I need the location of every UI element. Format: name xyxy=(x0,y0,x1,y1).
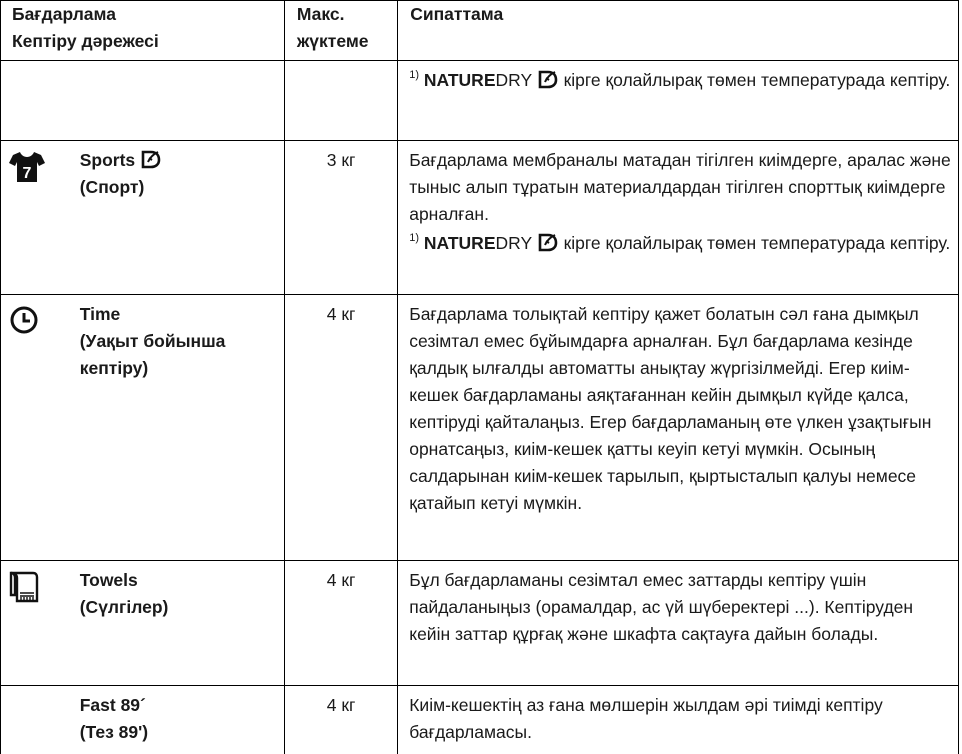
towel-icon xyxy=(9,571,39,603)
icon-cell xyxy=(1,295,76,561)
program-subname: (Сүлгілер) xyxy=(80,594,284,621)
table-row xyxy=(1,561,959,686)
name-cell xyxy=(76,141,285,295)
naturedry-icon xyxy=(537,232,559,252)
naturedry-brand-bold: NATURE xyxy=(424,233,496,253)
header-program-line2: Кептіру дәрежесі xyxy=(12,28,284,55)
description-cell xyxy=(398,686,959,754)
naturedry-brand-regular: DRY xyxy=(496,70,532,90)
header-load-line2: жүктеме xyxy=(297,28,397,55)
svg-text:7: 7 xyxy=(23,165,32,182)
naturedry-brand-regular: DRY xyxy=(496,233,532,253)
clock-icon xyxy=(9,305,39,335)
naturedry-icon xyxy=(140,149,162,169)
load-cell: 4 кг xyxy=(284,686,397,754)
icon-cell xyxy=(1,141,76,295)
load-cell: 3 кг xyxy=(284,141,397,295)
program-description: Бағдарлама мембраналы матадан тігілген киімдерге, аралас және тыныс алып тұратын материалдардан тігілген спорттық киімдерге арналған. xyxy=(409,147,952,228)
program-subname: (Спорт) xyxy=(80,174,284,201)
icon-cell xyxy=(1,561,76,686)
icon-cell xyxy=(1,61,76,141)
name-cell xyxy=(76,561,285,686)
program-name: Towels xyxy=(80,567,284,594)
naturedry-note xyxy=(409,230,952,257)
description-cell xyxy=(398,61,959,141)
naturedry-brand-bold: NATURE xyxy=(424,70,496,90)
naturedry-icon xyxy=(537,69,559,89)
load-cell: 4 кг xyxy=(284,561,397,686)
program-description: Бұл бағдарламаны сезімтал емес заттарды кептіру үшін пайдаланыңыз (орамалдар, ас үй шүберектері ...). Кептіруден кейін заттар құрғақ және шкафта сақтауға дайын болады. xyxy=(409,567,952,648)
program-subname: (Тез 89') xyxy=(80,719,284,746)
header-description: Сипаттама xyxy=(398,1,959,61)
header-load-line1: Макс. xyxy=(297,1,397,28)
header-max-load xyxy=(284,1,397,61)
program-subname: (Уақыт бойынша кептіру) xyxy=(80,328,284,382)
header-program-line1: Бағдарлама xyxy=(12,1,284,28)
naturedry-note xyxy=(409,67,952,94)
description-cell xyxy=(398,141,959,295)
name-cell xyxy=(76,686,285,754)
name-cell xyxy=(76,295,285,561)
table-header-row xyxy=(1,1,959,61)
footnote-mark: 1) xyxy=(409,69,419,81)
naturedry-text: кірге қолайлырақ төмен температурада кептіру. xyxy=(564,70,951,90)
header-program xyxy=(1,1,285,61)
description-cell xyxy=(398,561,959,686)
footnote-mark: 1) xyxy=(409,232,419,244)
table-row xyxy=(1,141,959,295)
table-row xyxy=(1,295,959,561)
description-cell xyxy=(398,295,959,561)
load-cell: 4 кг xyxy=(284,295,397,561)
program-name: Sports xyxy=(80,150,135,170)
naturedry-text: кірге қолайлырақ төмен температурада кептіру. xyxy=(564,233,951,253)
load-cell xyxy=(284,61,397,141)
program-description: Бағдарлама толықтай кептіру қажет болатын сәл ғана дымқыл сезімтал емес бұйымдарға арналған. Бұл бағдарлама кезінде қалдық ылғалды автоматты анықтау жүргізілмейді. Егер киім-кешек бағдарламаны аяқтағаннан кейін дымқыл күйде қалса, кептіруді қайталаңыз. Егер бағдарламаның өте үлкен ұзақтығын орнатсаңыз, киім-кешек қатты кеуіп кетуі мүмкін. Осының салдарынан киім-кешек тарылып, қыртысталып қалуы немесе қатайып кетуі мүмкін. xyxy=(409,301,952,517)
table-row xyxy=(1,686,959,754)
program-description: Киім-кешектің аз ғана мөлшерін жылдам әрі тиімді кептіру бағдарламасы. xyxy=(409,692,952,746)
tshirt-7-icon xyxy=(9,151,45,183)
program-name: Time xyxy=(80,301,284,328)
icon-cell xyxy=(1,686,76,754)
table-row xyxy=(1,61,959,141)
name-cell xyxy=(76,61,285,141)
program-name: Fast 89´ xyxy=(80,692,284,719)
